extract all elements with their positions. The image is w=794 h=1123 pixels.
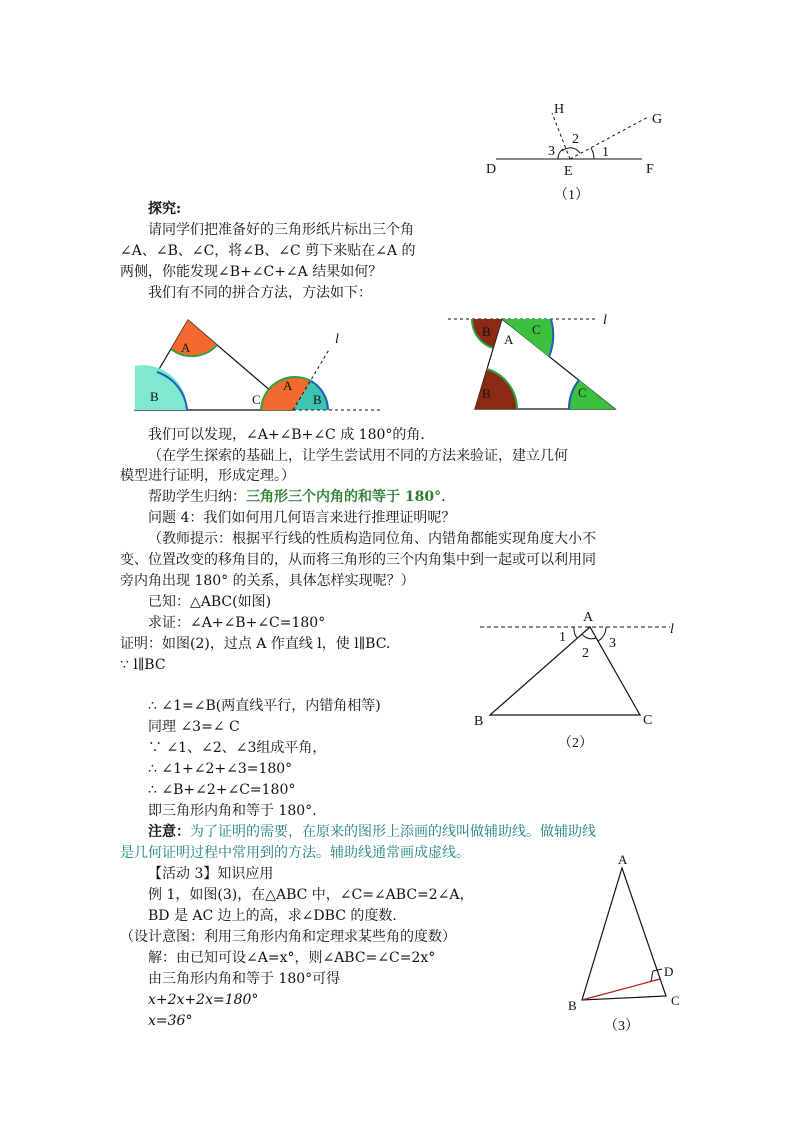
fig2-label-B: B xyxy=(474,714,484,729)
text-p15: 证明：如图(2)，过点 A 作直线 l，使 l∥BC. xyxy=(120,636,391,652)
figure-3 xyxy=(560,850,700,1040)
text-p14: 求证：∠A+∠B+∠C=180° xyxy=(148,615,326,631)
fig1-angle-1: 1 xyxy=(602,145,609,160)
left-fig-C: C xyxy=(252,392,261,407)
left-fig-l: l xyxy=(335,332,339,347)
design-intent: （设计意图：利用三角形内角和定理求某些角的度数） xyxy=(120,929,456,945)
text-p8 xyxy=(148,488,446,506)
text-p13: 已知：△ABC(如图) xyxy=(148,594,272,610)
fig1-label-F: F xyxy=(646,162,654,177)
solution-3: x+2x+2x=180° xyxy=(148,992,259,1008)
note-line-2: 是几何证明过程中常用到的方法。辅助线通常画成虚线。 xyxy=(120,845,470,861)
right-fig-B2: B xyxy=(482,386,491,401)
fig1-angle-2: 2 xyxy=(572,132,579,147)
fig1-label-D: D xyxy=(486,162,497,177)
left-fig-B1: B xyxy=(150,389,159,404)
figure-right-puzzle xyxy=(448,308,618,418)
right-fig-C2: C xyxy=(578,385,587,400)
figure-left-puzzle xyxy=(130,318,390,418)
fig1-caption: （1） xyxy=(554,188,589,203)
note-line-1 xyxy=(148,823,596,841)
fig1-label-H: H xyxy=(554,102,565,117)
right-fig-C1: C xyxy=(532,322,541,337)
text-p8-lead: 帮助学生归纳： xyxy=(148,489,246,505)
fig2-label-C: C xyxy=(643,713,653,728)
fig3-label-A: A xyxy=(618,852,628,867)
activity-3: 【活动 3】知识应用 xyxy=(148,866,274,882)
solution-4: x=36° xyxy=(148,1013,193,1029)
explore-p1: 请同学们把准备好的三角形纸片标出三个角 xyxy=(148,222,414,238)
fig1-label-G: G xyxy=(652,112,663,127)
explore-p3: 两侧，你能发现∠B+∠C+∠A 结果如何？ xyxy=(120,264,383,280)
fig3-label-C: C xyxy=(671,993,680,1008)
note-label: 注意： xyxy=(148,824,190,840)
fig2-caption: （2） xyxy=(558,736,593,751)
note-text-a: 为了证明的需要，在原来的图形上添画的线叫做辅助线。做辅助线 xyxy=(190,824,596,840)
solution-1: 解：由已知可设∠A=x°，则∠ABC=∠C=2x° xyxy=(148,950,436,966)
text-p18: 同理 ∠3=∠ C xyxy=(148,719,240,735)
left-fig-B2: B xyxy=(313,392,322,407)
right-fig-B1: B xyxy=(482,324,491,339)
fig2-angle-1: 1 xyxy=(559,630,566,645)
left-fig-A2: A xyxy=(283,378,293,393)
text-p17: ∴ ∠1=∠B(两直线平行，内错角相等) xyxy=(148,698,381,714)
right-fig-l: l xyxy=(603,313,607,328)
text-p22: 即三角形内角和等于 180°. xyxy=(148,803,317,819)
text-p20: ∴ ∠1+∠2+∠3=180° xyxy=(148,761,293,777)
figure-2 xyxy=(470,605,690,755)
fig1-label-E: E xyxy=(564,164,573,179)
fig1-angle-3: 3 xyxy=(548,144,555,159)
text-p8-end: . xyxy=(441,489,446,505)
fig2-angle-3: 3 xyxy=(609,636,616,651)
text-p9: 问题 4：我们如何用几何语言来进行推理证明呢？ xyxy=(148,510,456,526)
text-p7: 模型进行证明，形成定理。） xyxy=(120,468,295,484)
text-p6: （在学生探索的基础上，让学生尝试用不同的方法来验证，建立几何 xyxy=(148,448,568,464)
text-p16: ∵ l∥BC xyxy=(120,657,166,673)
example-1-line-2: BD 是 AC 边上的高，求∠DBC 的度数. xyxy=(148,908,397,924)
fig3-label-D: D xyxy=(664,964,674,979)
text-p19: ∵ ∠1、∠2、∠3组成平角， xyxy=(148,740,327,756)
fig2-angle-2: 2 xyxy=(582,646,589,661)
fig3-label-B: B xyxy=(568,998,577,1013)
explore-heading: 探究: xyxy=(148,201,182,217)
text-p5: 我们可以发现，∠A+∠B+∠C 成 180°的角. xyxy=(148,427,425,443)
right-fig-A: A xyxy=(504,332,514,347)
fig2-label-l: l xyxy=(670,622,674,637)
solution-2: 由三角形内角和等于 180°可得 xyxy=(148,971,341,987)
text-p10: （教师提示：根据平行线的性质构造同位角、内错角都能实现角度大小不 xyxy=(148,531,596,547)
text-p11: 变、位置改变的移角目的，从而将三角形的三个内角集中到一起或可以利用同 xyxy=(120,552,596,568)
text-p21: ∴ ∠B+∠2+∠C=180° xyxy=(148,782,296,798)
fig2-label-A: A xyxy=(583,610,594,625)
fig3-caption: （3） xyxy=(604,1019,639,1034)
explore-p2: ∠A、∠B、∠C，将∠B、∠C 剪下来贴在∠A 的 xyxy=(120,243,416,259)
theorem-highlight: 三角形三个内角的和等于 180° xyxy=(246,489,442,505)
left-fig-A1: A xyxy=(181,340,191,355)
text-p12: 旁内角出现 180° 的关系，具体怎样实现呢？） xyxy=(120,573,415,589)
explore-p4: 我们有不同的拼合方法，方法如下： xyxy=(148,285,372,301)
example-1-line-1: 例 1，如图(3)，在△ABC 中，∠C=∠ABC=2∠A， xyxy=(148,887,474,903)
figure-1 xyxy=(470,95,680,210)
